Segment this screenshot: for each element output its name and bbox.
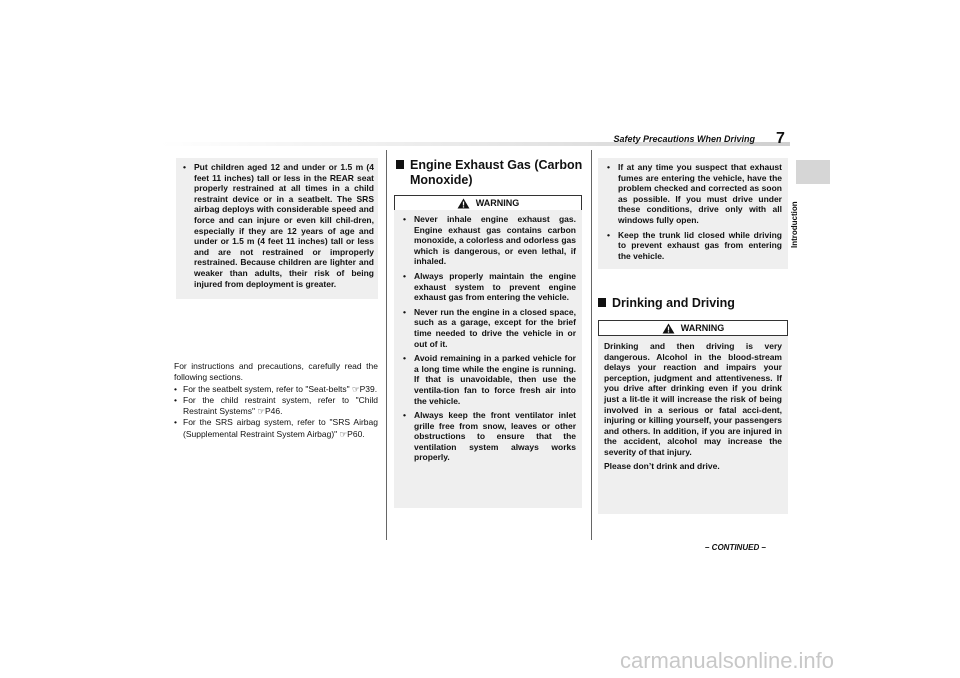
warning-triangle-icon [457, 198, 470, 209]
warning-triangle-icon [662, 323, 675, 334]
exhaust-warning-box [394, 210, 582, 508]
warning-label-exhaust: WARNING [394, 195, 582, 211]
section-heading-exhaust: Engine Exhaust Gas (Carbon Monoxide) [396, 158, 582, 188]
warning-item: • Never run the engine in a closed space, such as a garage, except for the brief time needed to drive the vehicle in or out of it. [400, 307, 576, 349]
related-sections [174, 361, 378, 440]
warning-item: • Always properly maintain the engine exhaust system to prevent engine exhaust gas from entering the vehicle. [400, 271, 576, 303]
reference-item: • For the seatbelt system, refer to "Seat-belts" ☞P39. [174, 384, 378, 395]
section-tab-label: Introduction [790, 201, 799, 248]
heading-square-icon [396, 160, 404, 169]
watermark: carmanualsonline.info [620, 648, 835, 673]
reference-item: • For the SRS airbag system, refer to "SRS Airbag (Supplemental Restraint System Airbag)" ☞P60. [174, 417, 378, 440]
running-header-title: Safety Precautions When Driving [613, 134, 755, 144]
exhaust-warning-continued-box [598, 158, 788, 269]
column-divider-left [386, 150, 387, 540]
reference-item: • For the child restraint system, refer to "Child Restraint Systems" ☞P46. [174, 395, 378, 418]
child-safety-caution-box [176, 158, 378, 299]
heading-square-icon [598, 298, 606, 307]
intro-paragraph: For instructions and precautions, carefully read the following sections. [174, 361, 378, 383]
warning-item: • Avoid remaining in a parked vehicle for a long time while the engine is running. If that is unavoidable, then use the ventila-tion fan to force fresh air into the vehicle. [400, 353, 576, 406]
warning-item: • Always keep the front ventilator inlet grille free from snow, leaves or other obstructions to ensure that the ventilation system always works properly. [400, 410, 576, 463]
column-divider-right [591, 150, 592, 540]
warning-paragraph: Please don’t drink and drive. [604, 460, 720, 471]
warning-paragraph: Drinking and then driving is very dangerous. Alcohol in the blood-stream delays your reaction and impairs your perception, judgment and attentiveness. If you drive after drinking even if you drink just a lit-tle it will increase the risk of being involved in a serious or fatal acci-dent, injuring or killing yourself, your passengers and others. In addition, if you are injured in the accident, alcohol may increase the severity of that injury. [604, 341, 782, 457]
warning-label-drinking: WARNING [598, 320, 788, 336]
section-heading-drinking: Drinking and Driving [598, 296, 735, 311]
warning-item: • Keep the trunk lid closed while driving to prevent exhaust gas from entering the vehicle. [604, 230, 782, 262]
warning-item: • Never inhale engine exhaust gas. Engine exhaust gas contains carbon monoxide, a colorless and odorless gas which is dangerous, or even lethal, if inhaled. [400, 214, 576, 267]
page-number: 7 [776, 130, 785, 147]
drinking-warning-box [598, 336, 788, 514]
caution-item: • Put children aged 12 and under or 1.5 m (4 feet 11 inches) tall or less in the REAR seat properly restrained at all times in a child restraint device or in a seatbelt. The SRS airbag deploys with considerable speed and force and can injure or even kill chil-dren, especially if they are 12 years of age and under or 1.5 m (4 feet 11 inches) tall or less and are not restrained or improperly restrained. Because children are lighter and weaker than adults, their risk of being injured from deployment is greater. [180, 162, 374, 289]
continued-marker: – CONTINUED – [705, 543, 766, 552]
section-tab [796, 160, 830, 184]
warning-item: • If at any time you suspect that exhaust fumes are entering the vehicle, have the problem checked and corrected as soon as possible. If you must drive under these conditions, drive only with all windows fully open. [604, 162, 782, 226]
